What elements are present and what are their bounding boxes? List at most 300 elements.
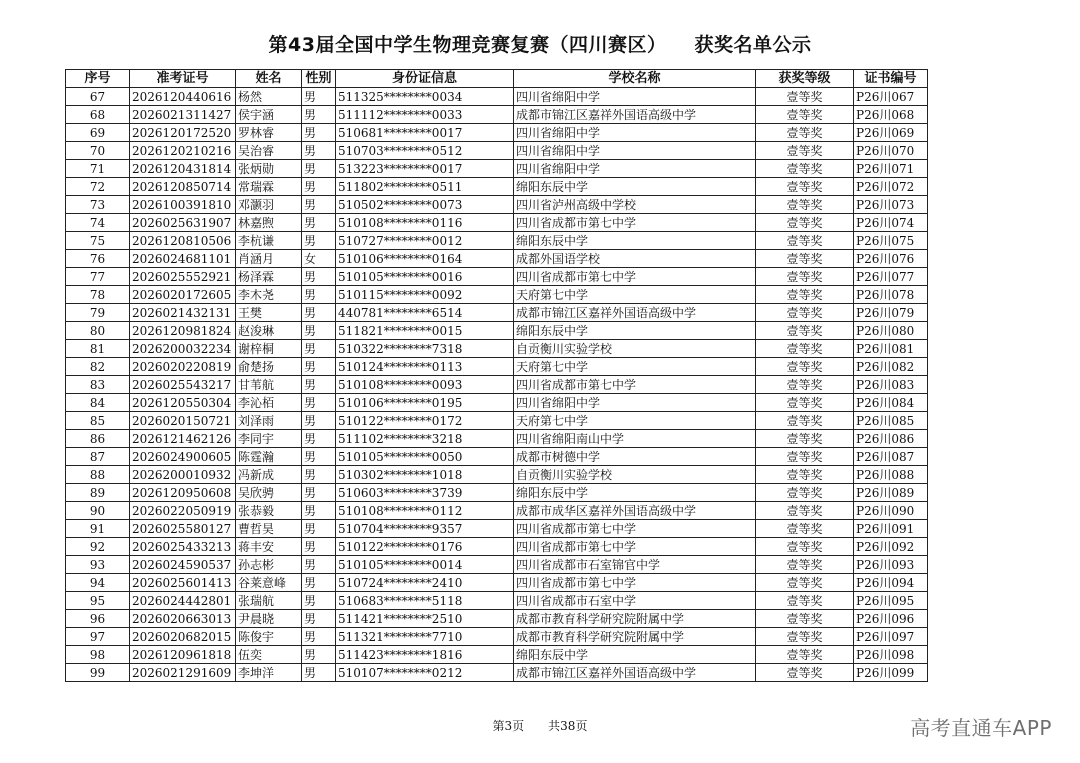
cell-gender: 男 <box>302 286 336 304</box>
cell-award: 壹等奖 <box>756 304 854 322</box>
cell-exam-id: 2026021432131 <box>130 304 236 322</box>
cell-cert: P26川095 <box>854 592 928 610</box>
cell-exam-id: 2026200010932 <box>130 466 236 484</box>
cell-seq: 91 <box>66 520 130 538</box>
table-row <box>66 196 928 214</box>
table-row <box>66 232 928 250</box>
page-title <box>0 30 1080 57</box>
cell-gender: 男 <box>302 160 336 178</box>
cell-cert: P26川073 <box>854 196 928 214</box>
cell-school: 四川省成都市第七中学 <box>514 376 756 394</box>
cell-seq: 92 <box>66 538 130 556</box>
cell-exam-id: 2026120440616 <box>130 88 236 106</box>
col-header-gender: 性别 <box>302 70 336 88</box>
table-row <box>66 466 928 484</box>
cell-gender: 男 <box>302 430 336 448</box>
cell-gender: 男 <box>302 322 336 340</box>
cell-seq: 98 <box>66 646 130 664</box>
cell-award: 壹等奖 <box>756 286 854 304</box>
cell-award: 壹等奖 <box>756 196 854 214</box>
cell-id-card: 510502********0073 <box>336 196 514 214</box>
table-row <box>66 628 928 646</box>
title-main: 第43届全国中学生物理竞赛复赛（四川赛区） <box>268 34 667 56</box>
cell-id-card: 510115********0092 <box>336 286 514 304</box>
cell-school: 绵阳东辰中学 <box>514 646 756 664</box>
table-row <box>66 592 928 610</box>
cell-school: 四川省绵阳中学 <box>514 394 756 412</box>
cell-award: 壹等奖 <box>756 538 854 556</box>
cell-id-card: 511321********7710 <box>336 628 514 646</box>
cell-award: 壹等奖 <box>756 430 854 448</box>
cell-seq: 96 <box>66 610 130 628</box>
cell-name: 侯宇涵 <box>236 106 302 124</box>
cell-school: 成都市教育科学研究院附属中学 <box>514 628 756 646</box>
cell-gender: 男 <box>302 556 336 574</box>
cell-seq: 88 <box>66 466 130 484</box>
table-row <box>66 556 928 574</box>
cell-exam-id: 2026120550304 <box>130 394 236 412</box>
cell-school: 四川省成都市石室锦官中学 <box>514 556 756 574</box>
cell-seq: 79 <box>66 304 130 322</box>
cell-award: 壹等奖 <box>756 520 854 538</box>
cell-gender: 男 <box>302 304 336 322</box>
cell-award: 壹等奖 <box>756 160 854 178</box>
cell-exam-id: 2026025552921 <box>130 268 236 286</box>
cell-exam-id: 2026020663013 <box>130 610 236 628</box>
cell-award: 壹等奖 <box>756 448 854 466</box>
cell-seq: 90 <box>66 502 130 520</box>
cell-gender: 男 <box>302 340 336 358</box>
cell-award: 壹等奖 <box>756 394 854 412</box>
col-header-award: 获奖等级 <box>756 70 854 88</box>
cell-cert: P26川080 <box>854 322 928 340</box>
cell-id-card: 510107********0212 <box>336 664 514 682</box>
cell-school: 成都市锦江区嘉祥外国语高级中学 <box>514 664 756 682</box>
cell-gender: 男 <box>302 448 336 466</box>
cell-id-card: 510106********0195 <box>336 394 514 412</box>
cell-seq: 80 <box>66 322 130 340</box>
cell-id-card: 510704********9357 <box>336 520 514 538</box>
table-row <box>66 178 928 196</box>
cell-name: 吴欣骋 <box>236 484 302 502</box>
cell-gender: 男 <box>302 628 336 646</box>
cell-gender: 男 <box>302 538 336 556</box>
cell-seq: 76 <box>66 250 130 268</box>
cell-id-card: 510108********0116 <box>336 214 514 232</box>
cell-award: 壹等奖 <box>756 646 854 664</box>
cell-name: 李同宇 <box>236 430 302 448</box>
cell-gender: 男 <box>302 142 336 160</box>
table-row <box>66 538 928 556</box>
cell-gender: 男 <box>302 466 336 484</box>
cell-seq: 99 <box>66 664 130 682</box>
cell-exam-id: 2026021291609 <box>130 664 236 682</box>
cell-school: 四川省成都市第七中学 <box>514 268 756 286</box>
cell-seq: 73 <box>66 196 130 214</box>
table-row <box>66 574 928 592</box>
cell-cert: P26川070 <box>854 142 928 160</box>
cell-award: 壹等奖 <box>756 232 854 250</box>
cell-award: 壹等奖 <box>756 484 854 502</box>
cell-name: 曹哲昊 <box>236 520 302 538</box>
cell-seq: 70 <box>66 142 130 160</box>
cell-name: 张瑞航 <box>236 592 302 610</box>
table-row <box>66 268 928 286</box>
page-total: 共38页 <box>548 719 588 733</box>
cell-cert: P26川076 <box>854 250 928 268</box>
table-row <box>66 664 928 682</box>
cell-award: 壹等奖 <box>756 358 854 376</box>
cell-name: 刘泽雨 <box>236 412 302 430</box>
cell-cert: P26川084 <box>854 394 928 412</box>
table-row <box>66 376 928 394</box>
cell-school: 天府第七中学 <box>514 286 756 304</box>
cell-award: 壹等奖 <box>756 340 854 358</box>
cell-seq: 74 <box>66 214 130 232</box>
cell-seq: 97 <box>66 628 130 646</box>
cell-exam-id: 2026024590537 <box>130 556 236 574</box>
cell-award: 壹等奖 <box>756 664 854 682</box>
cell-name: 甘苇航 <box>236 376 302 394</box>
cell-school: 四川省成都市第七中学 <box>514 214 756 232</box>
cell-award: 壹等奖 <box>756 628 854 646</box>
cell-name: 俞楚扬 <box>236 358 302 376</box>
cell-gender: 女 <box>302 250 336 268</box>
cell-cert: P26川068 <box>854 106 928 124</box>
cell-cert: P26川088 <box>854 466 928 484</box>
cell-name: 陈俊宇 <box>236 628 302 646</box>
table-row <box>66 448 928 466</box>
cell-seq: 86 <box>66 430 130 448</box>
cell-exam-id: 2026120981824 <box>130 322 236 340</box>
cell-school: 四川省绵阳中学 <box>514 88 756 106</box>
cell-award: 壹等奖 <box>756 214 854 232</box>
cell-exam-id: 2026024442801 <box>130 592 236 610</box>
cell-cert: P26川089 <box>854 484 928 502</box>
cell-cert: P26川075 <box>854 232 928 250</box>
cell-id-card: 440781********6514 <box>336 304 514 322</box>
page-number: 第3页 <box>492 719 525 733</box>
table-row <box>66 124 928 142</box>
cell-seq: 83 <box>66 376 130 394</box>
cell-gender: 男 <box>302 502 336 520</box>
cell-school: 绵阳东辰中学 <box>514 178 756 196</box>
cell-gender: 男 <box>302 178 336 196</box>
cell-gender: 男 <box>302 646 336 664</box>
cell-award: 壹等奖 <box>756 142 854 160</box>
cell-seq: 95 <box>66 592 130 610</box>
cell-id-card: 511802********0511 <box>336 178 514 196</box>
table-row <box>66 304 928 322</box>
cell-school: 绵阳东辰中学 <box>514 484 756 502</box>
cell-cert: P26川090 <box>854 502 928 520</box>
cell-seq: 89 <box>66 484 130 502</box>
cell-award: 壹等奖 <box>756 124 854 142</box>
cell-school: 成都市锦江区嘉祥外国语高级中学 <box>514 304 756 322</box>
cell-id-card: 510124********0113 <box>336 358 514 376</box>
cell-school: 绵阳东辰中学 <box>514 232 756 250</box>
cell-exam-id: 2026020150721 <box>130 412 236 430</box>
cell-name: 王樊 <box>236 304 302 322</box>
cell-seq: 75 <box>66 232 130 250</box>
cell-cert: P26川079 <box>854 304 928 322</box>
cell-id-card: 510724********2410 <box>336 574 514 592</box>
cell-exam-id: 2026120950608 <box>130 484 236 502</box>
cell-id-card: 510105********0050 <box>336 448 514 466</box>
cell-seq: 77 <box>66 268 130 286</box>
table-header-row <box>66 70 928 88</box>
cell-exam-id: 2026025631907 <box>130 214 236 232</box>
cell-gender: 男 <box>302 610 336 628</box>
cell-cert: P26川069 <box>854 124 928 142</box>
cell-id-card: 511325********0034 <box>336 88 514 106</box>
cell-school: 自贡衡川实验学校 <box>514 340 756 358</box>
cell-exam-id: 2026100391810 <box>130 196 236 214</box>
cell-name: 陈霆瀚 <box>236 448 302 466</box>
cell-name: 冯新成 <box>236 466 302 484</box>
cell-cert: P26川099 <box>854 664 928 682</box>
cell-seq: 72 <box>66 178 130 196</box>
cell-award: 壹等奖 <box>756 178 854 196</box>
cell-school: 四川省成都市第七中学 <box>514 520 756 538</box>
cell-school: 四川省泸州高级中学校 <box>514 196 756 214</box>
cell-gender: 男 <box>302 88 336 106</box>
cell-name: 伍奕 <box>236 646 302 664</box>
watermark-text: 高考直通车APP <box>910 716 1052 740</box>
table-row <box>66 484 928 502</box>
cell-school: 四川省成都市石室中学 <box>514 592 756 610</box>
cell-name: 吴治睿 <box>236 142 302 160</box>
cell-name: 邓灏羽 <box>236 196 302 214</box>
cell-award: 壹等奖 <box>756 106 854 124</box>
cell-cert: P26川086 <box>854 430 928 448</box>
table-row <box>66 502 928 520</box>
cell-id-card: 510727********0012 <box>336 232 514 250</box>
cell-gender: 男 <box>302 520 336 538</box>
cell-exam-id: 2026020682015 <box>130 628 236 646</box>
cell-gender: 男 <box>302 232 336 250</box>
cell-cert: P26川097 <box>854 628 928 646</box>
cell-id-card: 510108********0112 <box>336 502 514 520</box>
cell-school: 成都市成华区嘉祥外国语高级中学 <box>514 502 756 520</box>
cell-seq: 68 <box>66 106 130 124</box>
cell-gender: 男 <box>302 664 336 682</box>
cell-exam-id: 2026025601413 <box>130 574 236 592</box>
cell-seq: 85 <box>66 412 130 430</box>
cell-id-card: 510106********0164 <box>336 250 514 268</box>
cell-exam-id: 2026120210216 <box>130 142 236 160</box>
cell-cert: P26川092 <box>854 538 928 556</box>
cell-cert: P26川091 <box>854 520 928 538</box>
cell-exam-id: 2026020172605 <box>130 286 236 304</box>
cell-seq: 69 <box>66 124 130 142</box>
cell-name: 李木尧 <box>236 286 302 304</box>
cell-exam-id: 2026025433213 <box>130 538 236 556</box>
cell-name: 孙志彬 <box>236 556 302 574</box>
cell-exam-id: 2026120431814 <box>130 160 236 178</box>
cell-gender: 男 <box>302 196 336 214</box>
cell-cert: P26川081 <box>854 340 928 358</box>
cell-school: 四川省绵阳中学 <box>514 124 756 142</box>
cell-seq: 84 <box>66 394 130 412</box>
cell-award: 壹等奖 <box>756 502 854 520</box>
cell-award: 壹等奖 <box>756 268 854 286</box>
cell-id-card: 510681********0017 <box>336 124 514 142</box>
cell-id-card: 510703********0512 <box>336 142 514 160</box>
cell-cert: P26川093 <box>854 556 928 574</box>
cell-seq: 78 <box>66 286 130 304</box>
cell-name: 张恭毅 <box>236 502 302 520</box>
cell-gender: 男 <box>302 106 336 124</box>
cell-exam-id: 2026120172520 <box>130 124 236 142</box>
cell-exam-id: 2026024900605 <box>130 448 236 466</box>
cell-cert: P26川078 <box>854 286 928 304</box>
cell-school: 四川省成都市第七中学 <box>514 538 756 556</box>
cell-id-card: 511112********0033 <box>336 106 514 124</box>
cell-seq: 71 <box>66 160 130 178</box>
cell-id-card: 510105********0014 <box>336 556 514 574</box>
cell-cert: P26川087 <box>854 448 928 466</box>
cell-exam-id: 2026120961818 <box>130 646 236 664</box>
cell-name: 尹晨晓 <box>236 610 302 628</box>
cell-id-card: 510122********0176 <box>336 538 514 556</box>
cell-exam-id: 2026025580127 <box>130 520 236 538</box>
cell-award: 壹等奖 <box>756 250 854 268</box>
cell-award: 壹等奖 <box>756 322 854 340</box>
cell-exam-id: 2026025543217 <box>130 376 236 394</box>
cell-school: 成都市锦江区嘉祥外国语高级中学 <box>514 106 756 124</box>
cell-exam-id: 2026024681101 <box>130 250 236 268</box>
cell-exam-id: 2026120850714 <box>130 178 236 196</box>
cell-gender: 男 <box>302 574 336 592</box>
cell-id-card: 513223********0017 <box>336 160 514 178</box>
cell-gender: 男 <box>302 124 336 142</box>
col-header-exam-id: 准考证号 <box>130 70 236 88</box>
cell-gender: 男 <box>302 394 336 412</box>
cell-id-card: 510108********0093 <box>336 376 514 394</box>
cell-gender: 男 <box>302 484 336 502</box>
cell-cert: P26川072 <box>854 178 928 196</box>
table-row <box>66 106 928 124</box>
cell-id-card: 511821********0015 <box>336 322 514 340</box>
cell-id-card: 510105********0016 <box>336 268 514 286</box>
cell-name: 杨泽霖 <box>236 268 302 286</box>
col-header-cert: 证书编号 <box>854 70 928 88</box>
cell-cert: P26川071 <box>854 160 928 178</box>
cell-cert: P26川098 <box>854 646 928 664</box>
cell-cert: P26川085 <box>854 412 928 430</box>
cell-id-card: 511423********1816 <box>336 646 514 664</box>
cell-school: 四川省成都市第七中学 <box>514 574 756 592</box>
cell-cert: P26川067 <box>854 88 928 106</box>
table-row <box>66 142 928 160</box>
col-header-seq: 序号 <box>66 70 130 88</box>
cell-name: 林嘉煦 <box>236 214 302 232</box>
cell-seq: 81 <box>66 340 130 358</box>
cell-gender: 男 <box>302 214 336 232</box>
cell-gender: 男 <box>302 376 336 394</box>
cell-name: 杨然 <box>236 88 302 106</box>
col-header-name: 姓名 <box>236 70 302 88</box>
cell-seq: 93 <box>66 556 130 574</box>
cell-award: 壹等奖 <box>756 412 854 430</box>
cell-cert: P26川074 <box>854 214 928 232</box>
cell-name: 李沁栢 <box>236 394 302 412</box>
cell-id-card: 511102********3218 <box>336 430 514 448</box>
cell-award: 壹等奖 <box>756 592 854 610</box>
cell-gender: 男 <box>302 412 336 430</box>
cell-id-card: 510122********0172 <box>336 412 514 430</box>
cell-seq: 87 <box>66 448 130 466</box>
cell-gender: 男 <box>302 358 336 376</box>
cell-name: 蒋丰安 <box>236 538 302 556</box>
cell-name: 张炳勋 <box>236 160 302 178</box>
cell-name: 罗林睿 <box>236 124 302 142</box>
cell-school: 天府第七中学 <box>514 412 756 430</box>
cell-school: 四川省绵阳中学 <box>514 160 756 178</box>
cell-gender: 男 <box>302 592 336 610</box>
table-row <box>66 520 928 538</box>
cell-name: 谢梓桐 <box>236 340 302 358</box>
table-row <box>66 412 928 430</box>
table-row <box>66 430 928 448</box>
cell-name: 常瑞霖 <box>236 178 302 196</box>
cell-exam-id: 2026021311427 <box>130 106 236 124</box>
cell-cert: P26川096 <box>854 610 928 628</box>
table-row <box>66 214 928 232</box>
cell-school: 四川省绵阳中学 <box>514 142 756 160</box>
cell-cert: P26川077 <box>854 268 928 286</box>
cell-school: 成都市树德中学 <box>514 448 756 466</box>
cell-school: 四川省绵阳南山中学 <box>514 430 756 448</box>
table-row <box>66 340 928 358</box>
cell-seq: 94 <box>66 574 130 592</box>
table-row <box>66 286 928 304</box>
cell-cert: P26川082 <box>854 358 928 376</box>
cell-exam-id: 2026200032234 <box>130 340 236 358</box>
cell-id-card: 510683********5118 <box>336 592 514 610</box>
table-row <box>66 358 928 376</box>
cell-exam-id: 2026020220819 <box>130 358 236 376</box>
cell-award: 壹等奖 <box>756 466 854 484</box>
cell-cert: P26川083 <box>854 376 928 394</box>
table-row <box>66 250 928 268</box>
cell-id-card: 510322********7318 <box>336 340 514 358</box>
cell-name: 肖涵月 <box>236 250 302 268</box>
cell-exam-id: 2026120810506 <box>130 232 236 250</box>
table-row <box>66 394 928 412</box>
title-suffix: 获奖名单公示 <box>694 34 812 56</box>
cell-school: 自贡衡川实验学校 <box>514 466 756 484</box>
cell-award: 壹等奖 <box>756 556 854 574</box>
cell-id-card: 510603********3739 <box>336 484 514 502</box>
table-row <box>66 610 928 628</box>
table-row <box>66 646 928 664</box>
cell-award: 壹等奖 <box>756 574 854 592</box>
cell-name: 李杭谦 <box>236 232 302 250</box>
cell-gender: 男 <box>302 268 336 286</box>
cell-school: 成都外国语学校 <box>514 250 756 268</box>
col-header-id-card: 身份证信息 <box>336 70 514 88</box>
cell-school: 成都市教育科学研究院附属中学 <box>514 610 756 628</box>
table-row <box>66 160 928 178</box>
award-table <box>65 69 928 682</box>
cell-award: 壹等奖 <box>756 376 854 394</box>
cell-exam-id: 2026022050919 <box>130 502 236 520</box>
cell-award: 壹等奖 <box>756 610 854 628</box>
cell-name: 李坤洋 <box>236 664 302 682</box>
cell-award: 壹等奖 <box>756 88 854 106</box>
